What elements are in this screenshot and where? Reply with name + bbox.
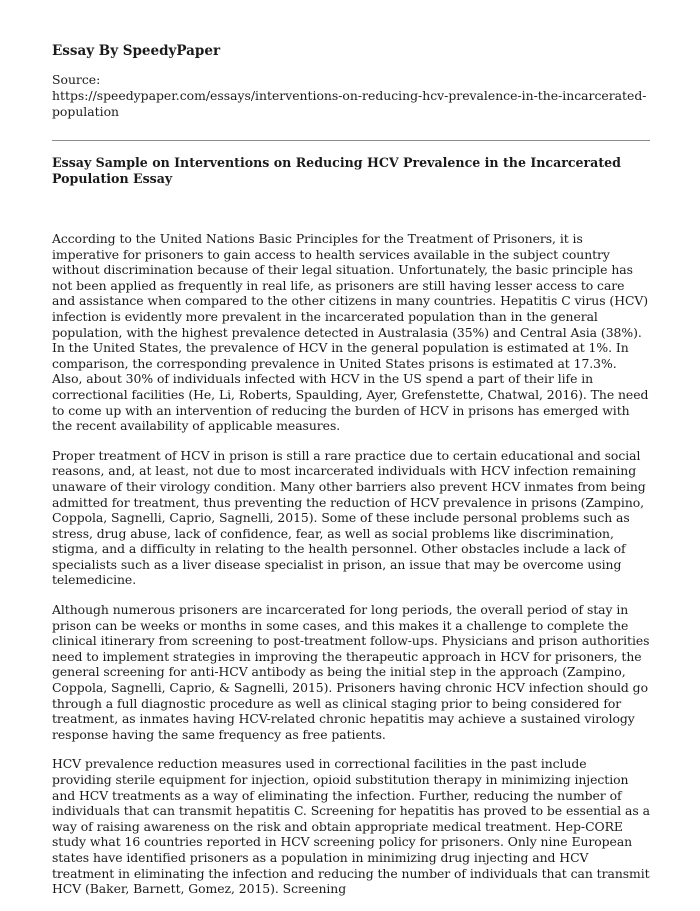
source-label: Source: [52,72,101,87]
divider [52,140,650,141]
source-url[interactable]: https://speedypaper.com/essays/interventions-on-reducing-hcv-prevalence-in-the-incarcerated-population [52,88,647,119]
document-page [52,42,650,911]
essay-paragraph: According to the United Nations Basic Principles for the Treatment of Prisoners, it is imperative for prisoners to gain access to health services available in the subject country without discrimination because of their legal situation. Unfortunately, the basic principle has not been applied as frequently in real life, as prisoners are still having lesser access to care and assistance when compared to the other citizens in many countries. Hepatitis C virus (HCV) infection is evidently more prevalent in the incarcerated population than in the general population, with the highest prevalence detected in Australasia (35%) and Central Asia (38%). In the United States, the prevalence of HCV in the general population is estimated at 1%. In comparison, the corresponding prevalence in United States prisons is estimated at 17.3%. Also, about 30% of individuals infected with HCV in the US spend a part of their life in correctional facilities (He, Li, Roberts, Spaulding, Ayer, Grefenstette, Chatwal, 2016). The need to come up with an intervention of reducing the burden of HCV in prisons has emerged with the recent availability of applicable measures. [52,231,649,434]
essay-paragraph: HCV prevalence reduction measures used in correctional facilities in the past include providing sterile equipment for injection, opioid substitution therapy in minimizing injection and HCV treatments as a way of eliminating the infection. Further, reducing the number of individuals that can transmit hepatitis C. Screening for hepatitis has proved to be essential as a way of raising awareness on the risk and obtain appropriate medical treatment. Hep-CORE study what 16 countries reported in HCV screening policy for prisoners. Only nine European states have identified prisoners as a population in minimizing drug injecting and HCV treatment in eliminating the infection and reducing the number of individuals that can transmit HCV (Baker, Barnett, Gomez, 2015). Screening [52,756,650,897]
essay-paragraph: Although numerous prisoners are incarcerated for long periods, the overall period of stay in prison can be weeks or months in some cases, and this makes it a challenge to complete the clinical itinerary from screening to post-treatment follow-ups. Physicians and prison authorities need to implement strategies in improving the therapeutic approach in HCV for prisoners, the general screening for anti-HCV antibody as being the initial step in the approach (Zampino, Coppola, Sagnelli, Caprio, & Sagnelli, 2015). Prisoners having chronic HCV infection should go through a full diagnostic procedure as well as clinical staging prior to being considered for treatment, as inmates having HCV-related chronic hepatitis may achieve a sustained virology response having the same frequency as free patients. [52,602,650,742]
essay-paragraph: Proper treatment of HCV in prison is still a rare practice due to certain educational and social reasons, and, at least, not due to most incarcerated individuals with HCV infection remaining unaware of their virology condition. Many other barriers also prevent HCV inmates from being admitted for treatment, thus preventing the reduction of HCV prevalence in prisons (Zampino, Coppola, Sagnelli, Caprio, Sagnelli, 2015). Some of these include personal problems such as stress, drug abuse, lack of confidence, fear, as well as social problems like discrimination, stigma, and a difficulty in relating to the health personnel. Other obstacles include a lack of specialists such as a liver disease specialist in prison, an issue that may be overcome using telemedicine. [52,447,646,588]
document-title: Essay By SpeedyPaper [52,43,221,59]
essay-title: Essay Sample on Interventions on Reducing HCV Prevalence in the Incarcerated Population Essay [52,155,621,186]
